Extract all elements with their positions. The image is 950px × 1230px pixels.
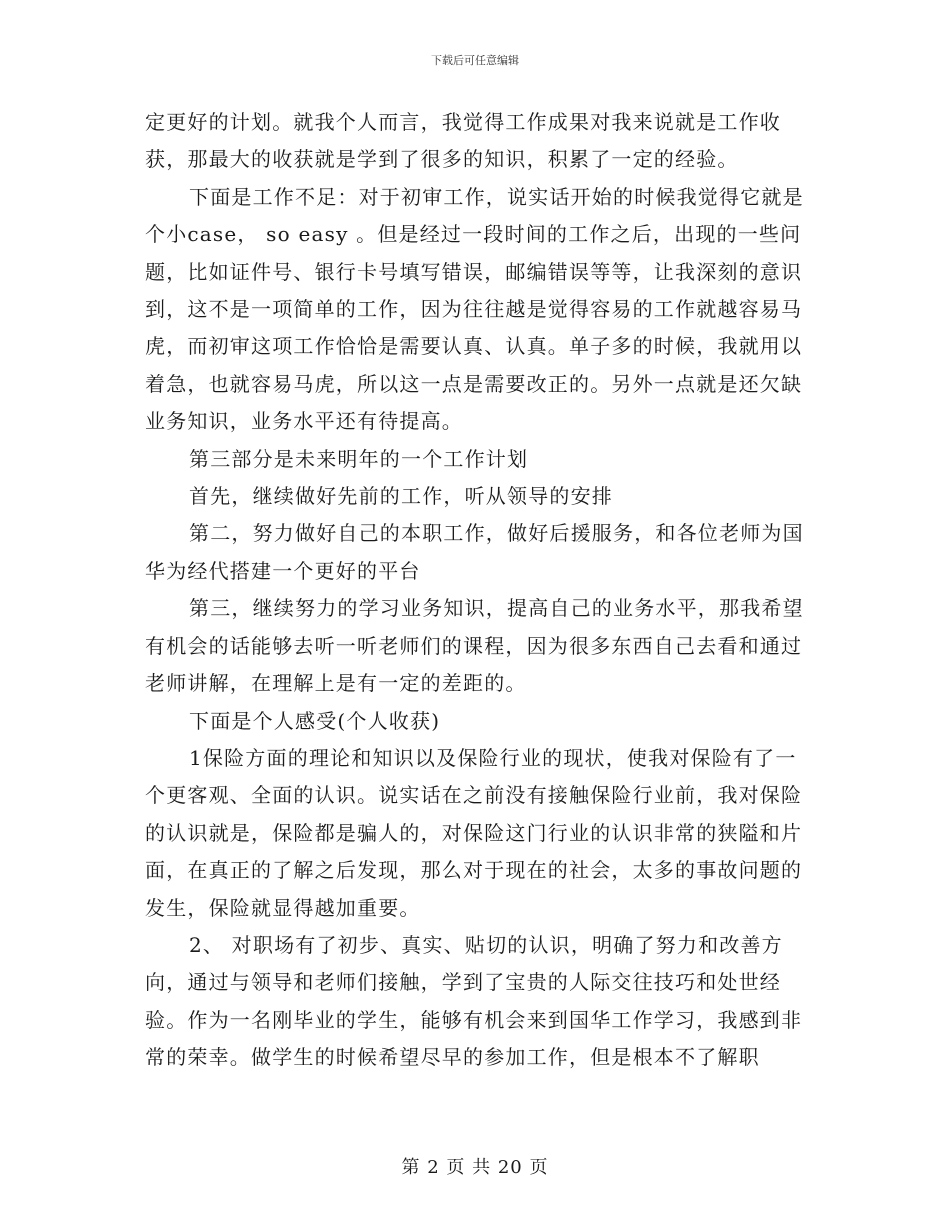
paragraph-8: 1保险方面的理论和知识以及保险行业的现状，使我对保险有了一个更客观、全面的认识。说实话在之前没有接触保险行业前，我对保险的认识就是，保险都是骗人的，对保险这门行业的认识非常的狭隘和片面，在真正的了解之后发现，那么对于现在的社会，太多的事故问题的发生，保险就显得越加重要。 (145, 745, 803, 920)
paragraph-7: 下面是个人感受(个人收获) (189, 708, 441, 733)
paragraph-4: 首先，继续做好先前的工作，听从领导的安排 (189, 484, 613, 509)
document-body (145, 104, 810, 1077)
page-footer: 第 2 页 共 20 页 (401, 1157, 549, 1178)
paragraph-2: 下面是工作不足：对于初审工作，说实话开始的时候我觉得它就是个小case， so easy 。但是经过一段时间的工作之后，出现的一些问题，比如证件号、银行卡号填写错误，邮编错误等等，让我深刻的意识到，这不是一项简单的工作，因为往往越是觉得容易的工作就越容易马虎，而初审这项工作恰恰是需要认真、认真。单子多的时候，我就用以着急，也就容易马虎，所以这一点是需要改正的。另外一点就是还欠缺业务知识，业务水平还有待提高。 (145, 184, 804, 434)
page-header: 下载后可任意编辑 (431, 54, 519, 67)
paragraph-3: 第三部分是未来明年的一个工作计划 (189, 446, 529, 471)
paragraph-9: 2、 对职场有了初步、真实、贴切的认识，明确了努力和改善方向，通过与领导和老师们接触，学到了宝贵的人际交往技巧和处世经验。作为一名刚毕业的学生，能够有机会来到国华工作学习，我感到非常的荣幸。做学生的时候希望尽早的参加工作，但是根本不了解职 (145, 932, 803, 1070)
paragraph-1: 定更好的计划。就我个人而言，我觉得工作成果对我来说就是工作收获，那最大的收获就是学到了很多的知识，积累了一定的经验。 (145, 110, 781, 172)
paragraph-5: 第二，努力做好自己的本职工作，做好后援服务，和各位老师为国华为经代搭建一个更好的平台 (145, 521, 804, 583)
paragraph-6: 第三，继续努力的学习业务知识，提高自己的业务水平，那我希望有机会的话能够去听一听老师们的课程，因为很多东西自己去看和通过老师讲解，在理解上是有一定的差距的。 (145, 596, 804, 696)
